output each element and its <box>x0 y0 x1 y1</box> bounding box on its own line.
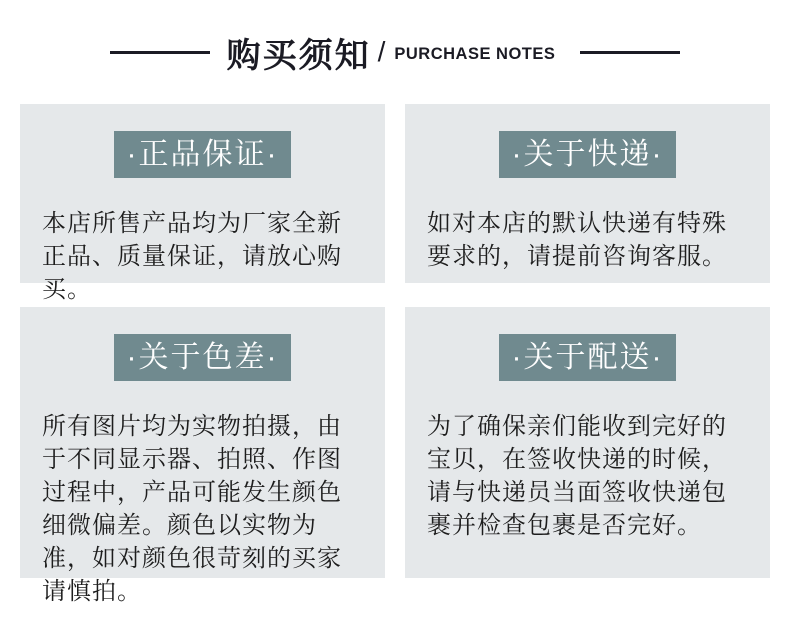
note-card-express <box>405 104 770 283</box>
header-divider-left <box>110 51 210 54</box>
page-title-chinese: 购买须知 <box>226 36 371 75</box>
card-body-text: 如对本店的默认快递有特殊要求的，请提前咨询客服。 <box>427 210 727 270</box>
header <box>0 0 790 74</box>
note-card-color-difference <box>20 307 385 605</box>
header-divider-right <box>580 51 680 54</box>
note-card-delivery <box>405 307 770 578</box>
page-title <box>227 28 556 77</box>
card-badge: ·正品保证· <box>114 131 292 178</box>
card-badge: ·关于快递· <box>499 131 677 178</box>
notes-grid <box>20 104 770 605</box>
card-badge: ·关于配送· <box>499 334 677 381</box>
note-card-genuine-guarantee <box>20 104 385 303</box>
card-badge: ·关于色差· <box>114 334 292 381</box>
card-body-text: 本店所售产品均为厂家全新正品、质量保证，请放心购买。 <box>42 210 342 303</box>
card-body-text: 为了确保亲们能收到完好的宝贝，在签收快递的时候，请与快递员当面签收快递包裹并检查包裹是否完好。 <box>427 413 727 539</box>
card-body-text: 所有图片均为实物拍摄，由于不同显示器、拍照、作图过程中，产品可能发生颜色细微偏差。颜色以实物为准，如对颜色很苛刻的买家请慎拍。 <box>42 413 342 605</box>
page-title-english: PURCHASE NOTES <box>394 44 556 63</box>
title-slash-separator: / <box>377 36 386 67</box>
